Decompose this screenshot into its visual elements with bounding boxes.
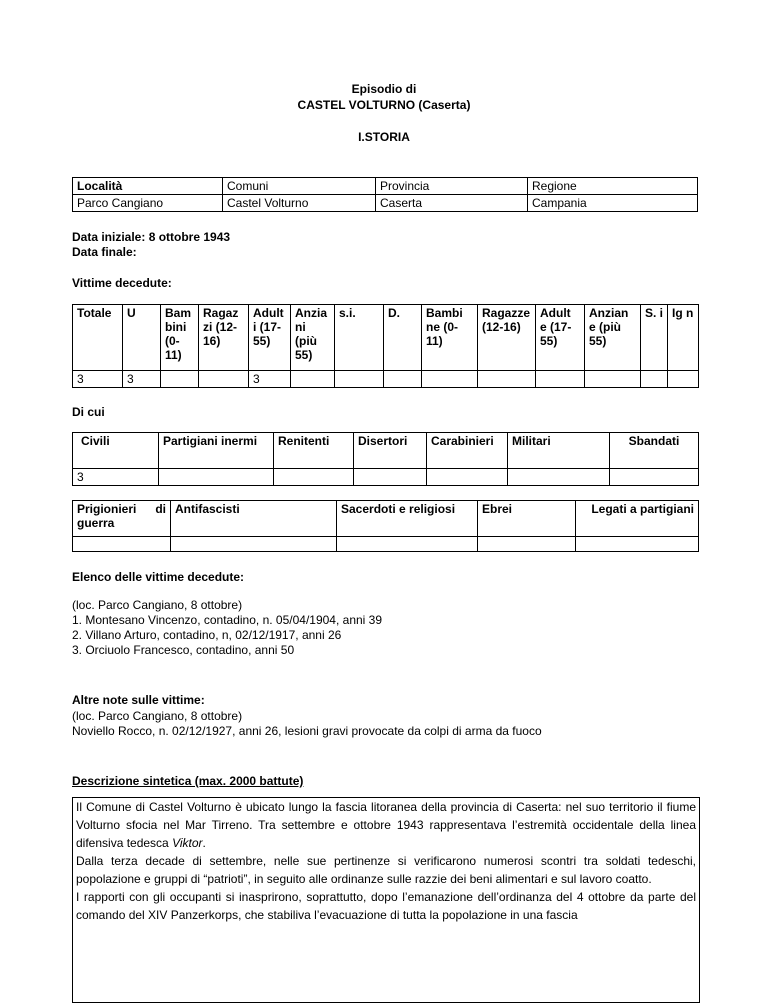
value-comuni: Castel Volturno (223, 195, 376, 212)
date-start: Data iniziale: 8 ottobre 1943 (72, 230, 231, 244)
note-location: (loc. Parco Cangiano, 8 ottobre) (72, 709, 243, 723)
cat-value-carabinieri (427, 469, 508, 486)
victims-value-si (335, 371, 384, 388)
cat-header-renitenti: Renitenti (274, 433, 354, 469)
episode-title: CASTEL VOLTURNO (Caserta) (297, 98, 471, 112)
descrizione-paragraph-2: Dalla terza decade di settembre, nelle sue pertinenze si verificarono numerosi scontri tra soldati tedeschi, popolazione e gruppi di “patrioti”, in seguito alle ordinanze sulle razzie dei beni alimentari e sul lavoro coatto. (76, 854, 696, 886)
victims-value-ragazze (478, 371, 536, 388)
header-localita: Località (73, 178, 223, 195)
victims-header-totale: Totale (73, 305, 123, 371)
cat-value-antifascisti (171, 537, 337, 552)
cat-header-civili: Civili (73, 433, 159, 469)
header-provincia: Provincia (376, 178, 528, 195)
victims-header-anziani: Anzia ni (più 55) (291, 305, 335, 371)
cat-value-renitenti (274, 469, 354, 486)
elenco-location: (loc. Parco Cangiano, 8 ottobre) (72, 598, 243, 612)
cat-header-partigiani: Partigiani inermi (159, 433, 274, 469)
descrizione-paragraph-3: I rapporti con gli occupanti si inasprirono, soprattutto, dopo l’emanazione dell’ordinanza del 4 ottobre da parte del comando del XIV Panzerkorps, che stabiliva l’evacuazione di tutta la popolazione in una fascia (76, 890, 696, 922)
cat-header-disertori: Disertori (354, 433, 427, 469)
victims-header-bambini: Bam bini (0- 11) (161, 305, 199, 371)
victims-header-ragazze: Ragazze (12-16) (478, 305, 536, 371)
descrizione-box (72, 797, 700, 1003)
victims-table (72, 304, 699, 388)
elenco-list (72, 598, 696, 658)
cat-header-sacerdoti: Sacerdoti e religiosi (337, 501, 478, 537)
cat-value-civili: 3 (73, 469, 159, 486)
elenco-heading: Elenco delle vittime decedute: (72, 570, 245, 584)
cat-value-sacerdoti (337, 537, 478, 552)
value-localita: Parco Cangiano (73, 195, 223, 212)
victims-value-totale: 3 (73, 371, 123, 388)
header-regione: Regione (528, 178, 698, 195)
elenco-victim-1: 1. Montesano Vincenzo, contadino, n. 05/04/1904, anni 39 (72, 613, 383, 627)
cat-value-ebrei (478, 537, 576, 552)
victims-value-d (384, 371, 422, 388)
victims-header-u: U (123, 305, 161, 371)
victims-value-si-f (641, 371, 668, 388)
cat-value-sbandati (610, 469, 699, 486)
value-regione: Campania (528, 195, 698, 212)
descrizione-heading: Descrizione sintetica (max. 2000 battute) (72, 774, 304, 788)
elenco-victim-2: 2. Villano Arturo, contadino, n, 02/12/1917, anni 26 (72, 628, 342, 642)
victims-value-ragazzi (199, 371, 249, 388)
victims-value-adulti: 3 (249, 371, 291, 388)
victims-header-ragazzi: Ragaz zi (12- 16) (199, 305, 249, 371)
section-title: I.STORIA (358, 130, 410, 144)
descrizione-paragraph-1 (76, 798, 696, 852)
victims-value-anziane (585, 371, 641, 388)
cat-header-prigionieri: Prigionieri di guerra (73, 501, 171, 537)
victims-value-ign (668, 371, 699, 388)
cat-header-sbandati: Sbandati (610, 433, 699, 469)
victims-header-si: s.i. (335, 305, 384, 371)
cat-value-disertori (354, 469, 427, 486)
victims-header-adulti: Adult i (17- 55) (249, 305, 291, 371)
dicui-heading: Di cui (72, 405, 105, 419)
cat-value-prigionieri (73, 537, 171, 552)
cat-header-legati: Legati a partigiani (576, 501, 699, 537)
elenco-victim-3: 3. Orciuolo Francesco, contadino, anni 50 (72, 643, 295, 657)
cat-header-ebrei: Ebrei (478, 501, 576, 537)
cat-value-militari (508, 469, 610, 486)
victims-header-adulte: Adult e (17- 55) (536, 305, 585, 371)
victims-header-ign: Ig n (668, 305, 699, 371)
victims-header-bambine: Bambi ne (0- 11) (422, 305, 478, 371)
victims-value-bambini (161, 371, 199, 388)
cat-header-antifascisti: Antifascisti (171, 501, 337, 537)
note-victim: Noviello Rocco, n. 02/12/1927, anni 26, lesioni gravi provocate da colpi di arma da fuoco (72, 724, 542, 738)
victims-header-anziane: Anzian e (più 55) (585, 305, 641, 371)
note-heading: Altre note sulle vittime: (72, 693, 205, 707)
note-list (72, 709, 696, 739)
categories-table-2 (72, 500, 699, 552)
victims-value-anziani (291, 371, 335, 388)
value-provincia: Caserta (376, 195, 528, 212)
victims-heading: Vittime decedute: (72, 276, 172, 290)
date-end: Data finale: (72, 245, 137, 259)
victims-value-adulte (536, 371, 585, 388)
location-table (72, 177, 698, 212)
victims-header-si-f: S. i (641, 305, 668, 371)
descrizione-p1-end: . (202, 836, 206, 850)
cat-value-legati (576, 537, 699, 552)
descrizione-p1-italic: Viktor (172, 836, 203, 850)
categories-table-1 (72, 432, 699, 486)
cat-value-partigiani (159, 469, 274, 486)
cat-header-carabinieri: Carabinieri (427, 433, 508, 469)
header-comuni: Comuni (223, 178, 376, 195)
cat-header-militari: Militari (508, 433, 610, 469)
victims-value-u: 3 (123, 371, 161, 388)
victims-header-d: D. (384, 305, 422, 371)
victims-value-bambine (422, 371, 478, 388)
descrizione-p1-text: Il Comune di Castel Volturno è ubicato lungo la fascia litoranea della provincia di Caserta: nel suo territorio il fiume Volturno sfocia nel Mar Tirreno. Tra settembre e ottobre 1943 rappresentava l’estremità occidentale della linea difensiva tedesca (76, 800, 696, 850)
episode-label: Episodio di (351, 82, 417, 96)
